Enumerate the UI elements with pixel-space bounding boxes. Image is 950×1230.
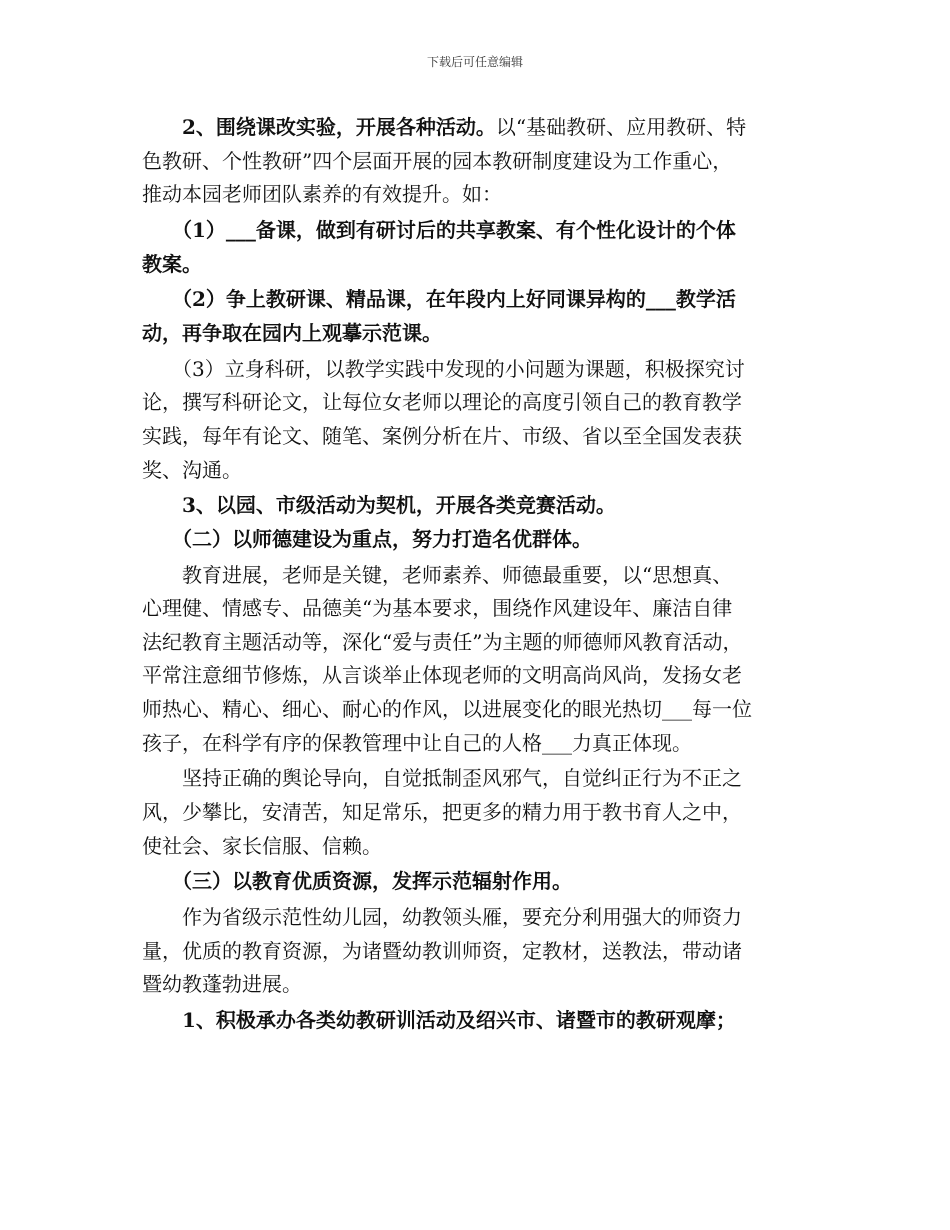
body-line-23: （三）以教育优质资源，发挥示范辐射作用。 (142, 869, 572, 894)
body-line-9: 论，撰写科研论文，让每位女老师以理论的高度引领自己的教育教学 (142, 390, 742, 415)
body-line-12: 3、以园、市级活动为契机，开展各类竞赛活动。 (142, 493, 616, 518)
body-line-5: 教案。 (142, 251, 202, 276)
page-header: 下载后可任意编辑 (426, 55, 523, 69)
body-line-2: 色教研、个性教研”四个层面开展的园本教研制度建设为工作重心， (142, 148, 733, 173)
body-line-17: 平常注意细节修炼，从言谈举止体现老师的文明高尚风尚，发扬女老 (142, 663, 742, 688)
body-line-6: （2）争上教研课、精品课，在年段内上好同课异构的___教学活 (142, 287, 736, 312)
body-line-18: 师热心、精心、细心、耐心的作风，以进展变化的眼光热切___每一位 (142, 697, 752, 722)
document-body (142, 111, 810, 1038)
body-line-21: 风，少攀比，安清苦，知足常乐，把更多的精力用于教书育人之中， (142, 800, 742, 824)
body-line-4: （1）___备课，做到有研讨后的共享教案、有个性化设计的个体 (142, 217, 736, 242)
body-line-8: （3）立身科研，以教学实践中发现的小问题为课题，积极探究讨 (142, 356, 745, 381)
body-line-1 (142, 111, 810, 145)
body-line-15: 心理健、情感专、品德美“为基本要求，围绕作风建设年、廉洁自律 (142, 596, 733, 621)
body-line-26: 暨幼教蓬勃进展。 (142, 972, 302, 997)
body-line-7: 动，再争取在园内上观摹示范课。 (142, 320, 442, 345)
bold-heading: 2、围绕课改实验，开展各种活动。 (142, 115, 496, 139)
body-line-24: 作为省级示范性幼儿园，幼教领头雁，要充分利用强大的师资力 (142, 905, 742, 930)
body-line-14: 教育进展，老师是关键，老师素养、师德最重要，以“思想真、 (142, 562, 733, 587)
body-line-20: 坚持正确的舆论导向，自觉抵制歪风邪气，自觉纠正行为不正之 (142, 766, 742, 791)
body-line-25: 量，优质的教育资源，为诸暨幼教训师资，定教材，送教法，带动诸 (142, 938, 742, 963)
body-line-27: 1、积极承办各类幼教研训活动及绍兴市、诸暨市的教研观摩； (142, 1008, 736, 1033)
body-line-22: 使社会、家长信服、信赖。 (142, 833, 382, 858)
body-line-16: 法纪教育主题活动等，深化“爱与责任”为主题的师德师风教育活动， (142, 629, 743, 654)
body-line-10: 实践，每年有论文、随笔、案例分析在片、市级、省以至全国发表获 (142, 423, 742, 448)
body-line-3: 推动本园老师团队素养的有效提升。如： (142, 182, 502, 207)
body-line-11: 奖、沟通。 (142, 457, 242, 482)
body-line-13: （二）以师德建设为重点，努力打造名优群体。 (142, 526, 592, 551)
line-text: 以“基础教研、应用教研、特 (495, 115, 747, 139)
body-line-19: 孩子，在科学有序的保教管理中让自己的人格___力真正体现。 (142, 730, 692, 755)
